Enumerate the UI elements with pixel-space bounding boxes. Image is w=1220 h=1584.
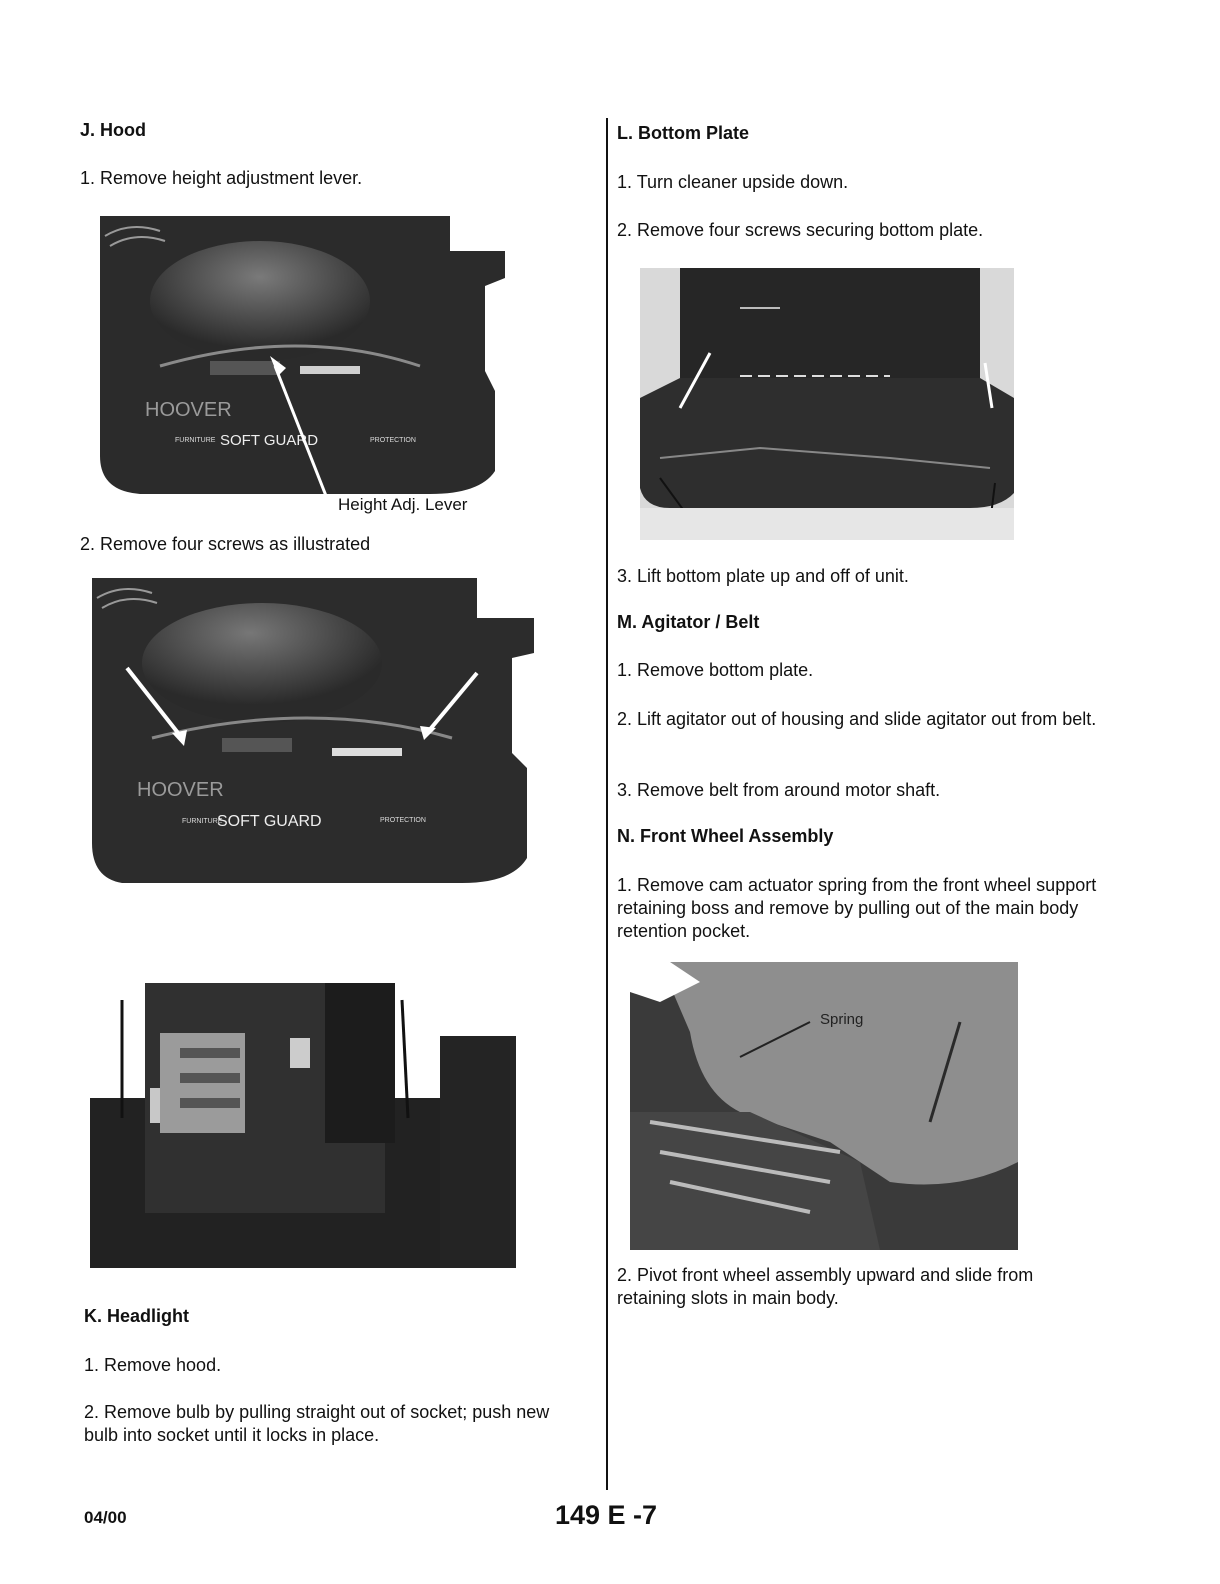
section-n-heading: N. Front Wheel Assembly <box>617 826 834 846</box>
bottom-plate-step-2: 2. Remove four screws securing bottom plate. <box>617 220 984 240</box>
headlight-step-2: 2. Remove bulb by pulling straight out of socket; push new bulb into socket until it locks in place. <box>84 1402 550 1445</box>
section-j-heading: J. Hood <box>80 120 146 140</box>
logo-suffix-mark-2: PROTECTION <box>380 817 426 824</box>
front-wheel-spring-photo <box>630 962 1018 1250</box>
front-wheel-step-2: 2. Pivot front wheel assembly upward and slide from retaining slots in main body. <box>617 1265 1034 1308</box>
section-k-heading: K. Headlight <box>84 1306 190 1326</box>
logo-suffix-mark: PROTECTION <box>370 437 416 444</box>
height-adj-lever-caption: Height Adj. Lever <box>338 495 468 514</box>
hoover-brand-mark: HOOVER <box>145 399 232 421</box>
soft-guard-mark-2: SOFT GUARD <box>217 813 322 830</box>
hood-rear-screws-photo <box>90 978 516 1268</box>
logo-prefix-mark: FURNITURE <box>175 437 216 444</box>
footer-page-number: 149 E -7 <box>555 1500 658 1530</box>
headlight-step-1: 1. Remove hood. <box>84 1355 222 1375</box>
section-m-heading: M. Agitator / Belt <box>617 612 760 632</box>
agitator-step-1: 1. Remove bottom plate. <box>617 660 814 680</box>
agitator-step-2: 2. Lift agitator out of housing and slide agitator out from belt. <box>617 709 1097 729</box>
hood-screws-photo <box>92 578 534 883</box>
hood-step-2: 2. Remove four screws as illustrated <box>80 534 371 554</box>
column-divider <box>606 118 608 1490</box>
agitator-step-3: 3. Remove belt from around motor shaft. <box>617 780 941 800</box>
hood-lever-photo <box>100 216 505 494</box>
front-wheel-step-1: 1. Remove cam actuator spring from the front wheel support retaining boss and remove by pulling out of the main body retention pocket. <box>617 875 1097 941</box>
bottom-plate-step-1: 1. Turn cleaner upside down. <box>617 172 849 192</box>
hood-step-1: 1. Remove height adjustment lever. <box>80 168 363 188</box>
section-l-heading: L. Bottom Plate <box>617 123 750 143</box>
logo-prefix-mark-2: FURNITURE <box>182 818 223 825</box>
spring-photo-label: Spring <box>820 1011 864 1028</box>
footer-date: 04/00 <box>84 1508 127 1527</box>
soft-guard-mark: SOFT GUARD <box>220 432 319 449</box>
bottom-plate-photo <box>640 268 1014 540</box>
bottom-plate-step-3: 3. Lift bottom plate up and off of unit. <box>617 566 909 586</box>
hoover-brand-mark-2: HOOVER <box>137 779 224 801</box>
